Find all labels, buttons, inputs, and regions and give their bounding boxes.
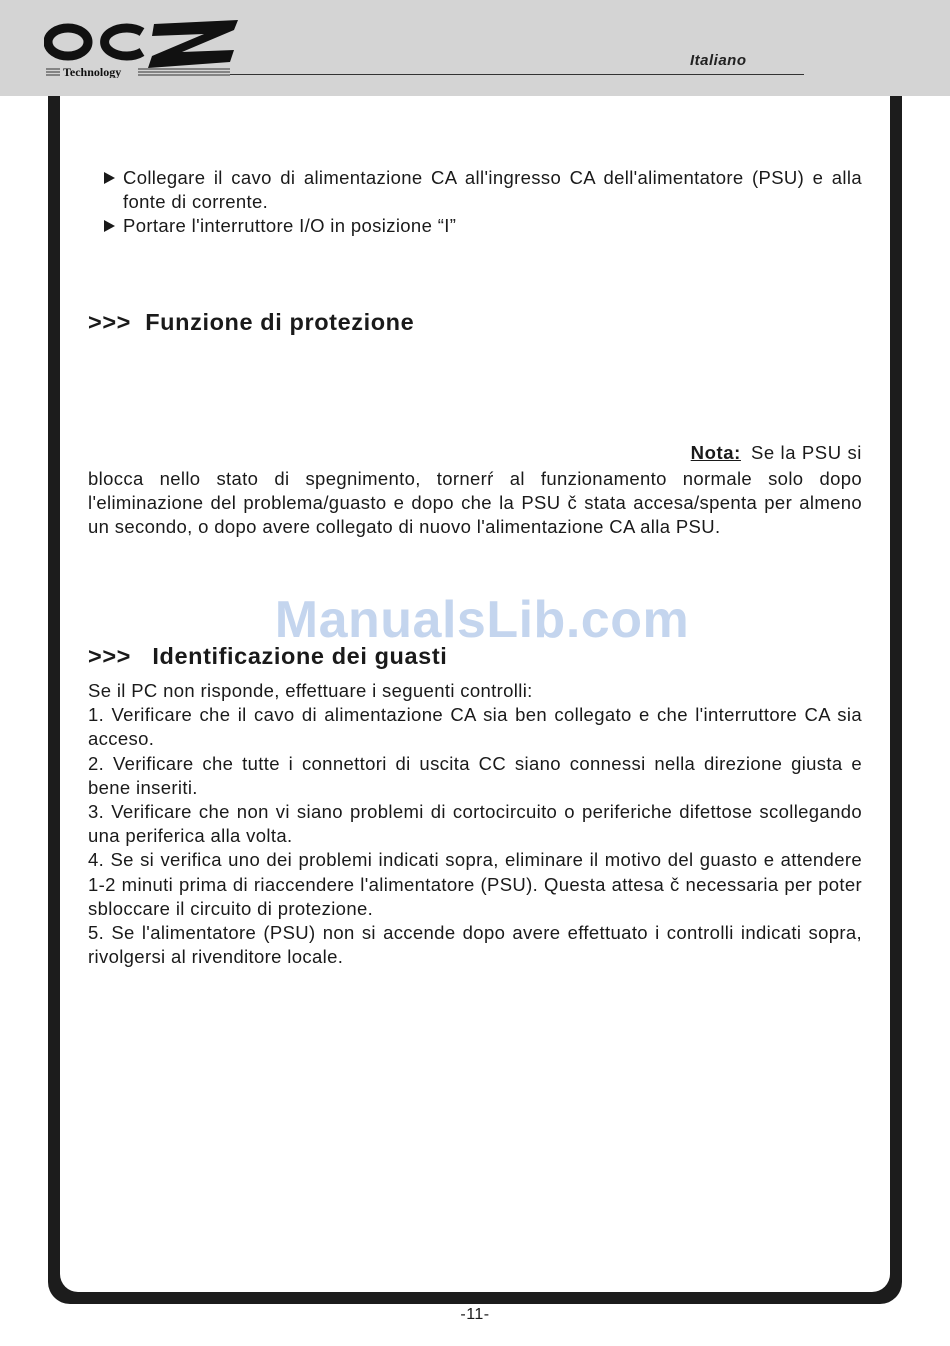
note-body-text: blocca nello stato di spegnimento, tornerŕ al funzionamento normale solo dopo l'eliminazione del problema/guasto e dopo che la PSU č stata accesa/spenta per almeno un secondo, o dopo avere collegato di nuovo l'alimentazione CA alla PSU. bbox=[88, 468, 862, 538]
intro-bullet-item bbox=[104, 214, 862, 238]
triangle-bullet-icon bbox=[104, 220, 115, 232]
intro-bullet-list bbox=[104, 166, 862, 238]
troubleshooting-body bbox=[88, 679, 862, 969]
protection-heading: >>> Funzione di protezione bbox=[88, 309, 415, 335]
troubleshooting-step: 5. Se l'alimentatore (PSU) non si accende dopo avere effettuato i controlli indicati sopra, rivolgersi al rivenditore locale. bbox=[88, 922, 862, 968]
page-number: -11- bbox=[460, 1306, 490, 1323]
note-label: Nota: bbox=[690, 442, 741, 463]
note-body bbox=[88, 467, 862, 540]
logo-subtext: Technology bbox=[63, 65, 122, 78]
troubleshooting-step: 4. Se si verifica uno dei problemi indicati sopra, eliminare il motivo del guasto e attendere 1-2 minuti prima di riaccendere l'alimentatore (PSU). Questa attesa č necessaria per poter sbloccare il circuito di protezione. bbox=[88, 849, 862, 919]
triangle-bullet-icon bbox=[104, 172, 115, 184]
troubleshooting-step: 1. Verificare che il cavo di alimentazione CA sia ben collegato e che l'interruttore CA sia acceso. bbox=[88, 704, 862, 750]
note-lead-line bbox=[620, 442, 862, 464]
header-rule bbox=[230, 74, 804, 75]
intro-bullet-text: Portare l'interruttore I/O in posizione “I” bbox=[123, 215, 457, 236]
intro-bullet-text: Collegare il cavo di alimentazione CA all'ingresso CA dell'alimentatore (PSU) e alla fonte di corrente. bbox=[123, 167, 862, 212]
troubleshooting-step: 2. Verificare che tutte i connettori di uscita CC siano connessi nella direzione giusta e bene inseriti. bbox=[88, 752, 862, 798]
intro-bullet-item bbox=[104, 166, 862, 214]
note-lead: Se la PSU si bbox=[750, 442, 862, 463]
ocz-logo bbox=[44, 12, 244, 78]
troubleshooting-step: 3. Verificare che non vi siano problemi di cortocircuito o periferiche difettose scollegando una periferica alla volta. bbox=[88, 801, 862, 847]
troubleshooting-heading: >>> Identificazione dei guasti bbox=[88, 643, 448, 669]
watermark: ManualsLib.com bbox=[274, 591, 690, 649]
troubleshooting-intro: Se il PC non risponde, effettuare i seguenti controlli: bbox=[88, 680, 533, 701]
header-language: Italiano bbox=[690, 52, 747, 69]
